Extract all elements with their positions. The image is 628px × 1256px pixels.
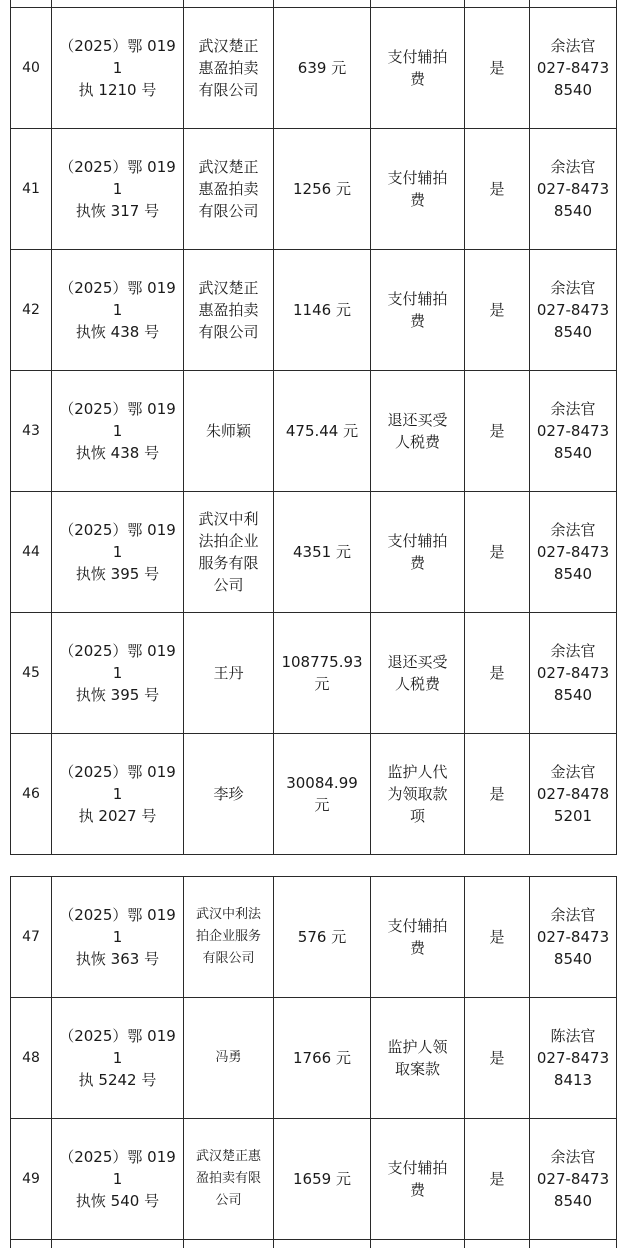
row-number: 46	[11, 734, 52, 855]
confirmed-cell: 是	[465, 998, 530, 1119]
case-number-cell: （2025）鄂 0191 执恢 363 号	[52, 877, 184, 998]
confirmed-cell: 是	[465, 613, 530, 734]
table-row	[11, 1119, 617, 1240]
amount-cell: 1659 元	[274, 1119, 371, 1240]
table-row-partial	[11, 0, 617, 8]
row-number: 48	[11, 998, 52, 1119]
confirmed-cell: 是	[465, 734, 530, 855]
row-number: 42	[11, 250, 52, 371]
contact-cell: 余法官 027-8473 8540	[530, 877, 617, 998]
confirmed-cell: 是	[465, 877, 530, 998]
amount-cell: 1256 元	[274, 129, 371, 250]
contact-cell: 余法官 027-8473 8540	[530, 8, 617, 129]
table-row	[11, 129, 617, 250]
amount-cell: 1766 元	[274, 998, 371, 1119]
payee-cell: 李珍	[184, 734, 274, 855]
purpose-cell: 退还买受 人税费	[371, 371, 465, 492]
row-number: 40	[11, 8, 52, 129]
table-row	[11, 492, 617, 613]
amount-cell: 576 元	[274, 877, 371, 998]
payee-cell: 武汉中利法 拍企业服务 有限公司	[184, 877, 274, 998]
case-number-cell: （2025）鄂 0191 执 2027 号	[52, 734, 184, 855]
amount-cell: 475.44 元	[274, 371, 371, 492]
row-number: 45	[11, 613, 52, 734]
contact-cell: 余法官 027-8473 8540	[530, 129, 617, 250]
contact-cell: 余法官 027-8473 8540	[530, 250, 617, 371]
amount-cell: 4351 元	[274, 492, 371, 613]
row-number: 49	[11, 1119, 52, 1240]
row-number: 47	[11, 877, 52, 998]
case-number-cell: （2025）鄂 0191 执 5242 号	[52, 998, 184, 1119]
purpose-cell: 支付辅拍 费	[371, 1119, 465, 1240]
payee-cell: 朱师颖	[184, 371, 274, 492]
purpose-cell: 支付辅拍 费	[371, 8, 465, 129]
contact-cell: 陈法官 027-8473 8413	[530, 998, 617, 1119]
table-row	[11, 371, 617, 492]
table-row-partial	[11, 1240, 617, 1249]
confirmed-cell: 是	[465, 1119, 530, 1240]
case-number-cell: （2025）鄂 0191 执恢 395 号	[52, 492, 184, 613]
table-row	[11, 877, 617, 998]
confirmed-cell: 是	[465, 250, 530, 371]
purpose-cell: 监护人代 为领取款 项	[371, 734, 465, 855]
purpose-cell: 支付辅拍 费	[371, 877, 465, 998]
contact-cell: 余法官 027-8473 8540	[530, 613, 617, 734]
confirmed-cell: 是	[465, 8, 530, 129]
contact-cell: 余法官 027-8473 8540	[530, 371, 617, 492]
confirmed-cell: 是	[465, 492, 530, 613]
contact-cell: 余法官 027-8473 8540	[530, 492, 617, 613]
purpose-cell: 监护人领 取案款	[371, 998, 465, 1119]
case-number-cell: （2025）鄂 0191 执恢 317 号	[52, 129, 184, 250]
table-row	[11, 998, 617, 1119]
confirmed-cell: 是	[465, 371, 530, 492]
row-number: 43	[11, 371, 52, 492]
case-number-cell: （2025）鄂 0191 执 1210 号	[52, 8, 184, 129]
table-row	[11, 250, 617, 371]
contact-cell: 余法官 027-8473 8540	[530, 1119, 617, 1240]
payee-cell: 武汉楚正 惠盈拍卖 有限公司	[184, 8, 274, 129]
amount-cell: 1146 元	[274, 250, 371, 371]
case-number-cell: （2025）鄂 0191 执恢 438 号	[52, 250, 184, 371]
case-number-cell: （2025）鄂 0191 执恢 395 号	[52, 613, 184, 734]
amount-cell: 30084.99 元	[274, 734, 371, 855]
table-row	[11, 8, 617, 129]
payee-cell: 武汉楚正惠 盈拍卖有限 公司	[184, 1119, 274, 1240]
confirmed-cell: 是	[465, 129, 530, 250]
case-number-cell: （2025）鄂 0191 执恢 438 号	[52, 371, 184, 492]
purpose-cell: 支付辅拍 费	[371, 250, 465, 371]
payee-cell: 王丹	[184, 613, 274, 734]
case-number-cell: （2025）鄂 0191 执恢 540 号	[52, 1119, 184, 1240]
payee-cell: 武汉楚正 惠盈拍卖 有限公司	[184, 129, 274, 250]
amount-cell: 108775.93 元	[274, 613, 371, 734]
row-number: 44	[11, 492, 52, 613]
purpose-cell: 支付辅拍 费	[371, 492, 465, 613]
payment-table-2	[10, 876, 617, 1248]
payee-cell: 冯勇	[184, 998, 274, 1119]
purpose-cell: 支付辅拍 费	[371, 129, 465, 250]
purpose-cell: 退还买受 人税费	[371, 613, 465, 734]
amount-cell: 639 元	[274, 8, 371, 129]
payee-cell: 武汉楚正 惠盈拍卖 有限公司	[184, 250, 274, 371]
table-row	[11, 613, 617, 734]
contact-cell: 金法官 027-8478 5201	[530, 734, 617, 855]
row-number: 41	[11, 129, 52, 250]
table-row	[11, 734, 617, 855]
payee-cell: 武汉中利 法拍企业 服务有限 公司	[184, 492, 274, 613]
payment-table-1	[10, 0, 617, 855]
